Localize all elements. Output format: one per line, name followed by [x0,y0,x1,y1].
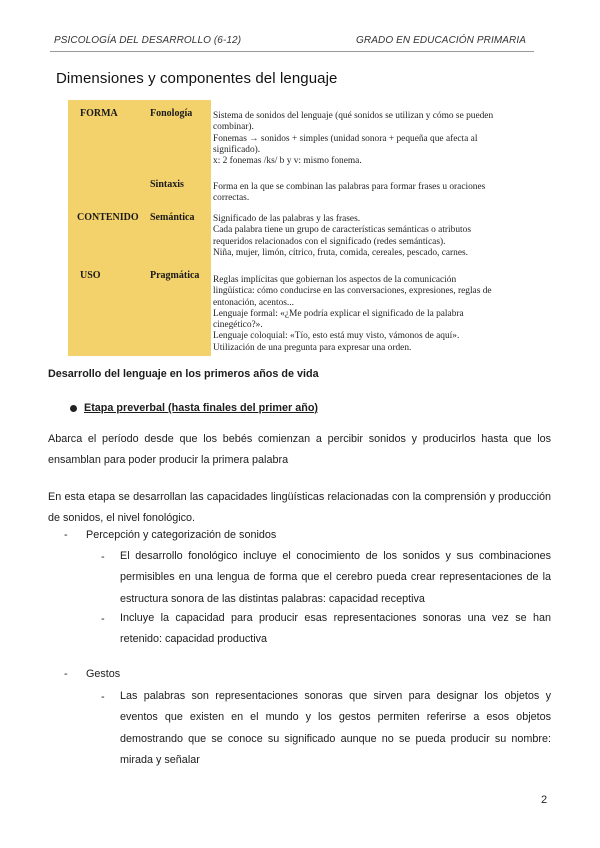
page-number: 2 [541,794,548,806]
sintaxis-description: Forma en la que se combinan las palabras para formar frases u oraciones correctas. [213,182,486,204]
bullet-dot-icon [70,405,77,412]
label-uso: USO [80,270,101,281]
dash-marker-1a: - [101,551,105,563]
section-title: Dimensiones y componentes del lenguaje [56,70,338,87]
label-contenido: CONTENIDO [77,212,139,223]
content-heading: Desarrollo del lenguaje en los primeros años de vida [48,368,319,380]
pragmatica-description: Reglas implícitas que gobiernan los aspectos de la comunicación lingüística: cómo conducirse en las conversaciones, expresiones, reglas de entonación, acentos... Lenguaje formal: «¿Me podría explicar el significado de la palabra cinegético?». Lenguaje coloquial: «Tío, esto está muy visto, vámonos de aquí». Utilización de una pregunta para expresar una orden. [213,275,492,353]
item-perception-sub-receptive: El desarrollo fonológico incluye el conocimiento de los sonidos y sus combinaciones permisibles en una lengua de forma que el cerebro pueda crear representaciones de la estructura sonora de las distintas palabras: capacidad receptiva [120,550,551,605]
item-perception-label: Percepción y categorización de sonidos [86,529,277,541]
header-course: PSICOLOGÍA DEL DESARROLLO (6-12) [54,35,242,46]
label-fonologia: Fonología [150,108,193,119]
label-sintaxis: Sintaxis [150,179,184,190]
dash-marker-1b: - [101,613,105,625]
label-semantica: Semántica [150,212,195,223]
components-table-highlight [68,100,211,356]
label-pragmatica: Pragmática [150,270,200,281]
bullet-preverbal-stage: Etapa preverbal (hasta finales del primer año) [84,402,319,414]
dash-marker-2a: - [101,691,105,703]
item-gestures-label: Gestos [86,668,121,680]
paragraph-capacities: En esta etapa se desarrollan las capacidades lingüísticas relacionadas con la comprensión y producción de sonidos, el nivel fonológico. [48,491,551,525]
fonologia-description: Sistema de sonidos del lenguaje (qué sonidos se utilizan y cómo se pueden combinar). Fonemas → sonidos + simples (unidad sonora + pequeña que afecta al significado). x: 2 fonemas /ks/ b y v: mismo fonema. [213,111,494,167]
page-header [50,31,534,52]
semantica-description: Significado de las palabras y las frases. Cada palabra tiene un grupo de características semánticas o atributos requeridos relacionados con el significado (redes semánticas). Niña, mujer, limón, cítrico, fruta, comida, cereales, pescado, carnes. [213,214,471,258]
item-perception-sub-productive: Incluye la capacidad para producir esas representaciones sonoras una vez se han retenido: capacidad productiva [120,612,551,646]
header-degree: GRADO EN EDUCACIÓN PRIMARIA [356,35,526,46]
dash-marker-2: - [64,668,68,680]
paragraph-period: Abarca el período desde que los bebés comienzan a percibir sonidos y producirlos hasta que los ensamblan para poder producir la primera palabra [48,433,551,467]
dash-marker-1: - [64,529,68,541]
item-gestures-sub: Las palabras son representaciones sonoras que sirven para designar los objetos y eventos que existen en el mundo y los gestos permiten referirse a esos objetos demostrando que se conoce su significado aunque no se pueda producir su nombre: mirada y señalar [120,690,551,766]
label-forma: FORMA [80,108,118,119]
